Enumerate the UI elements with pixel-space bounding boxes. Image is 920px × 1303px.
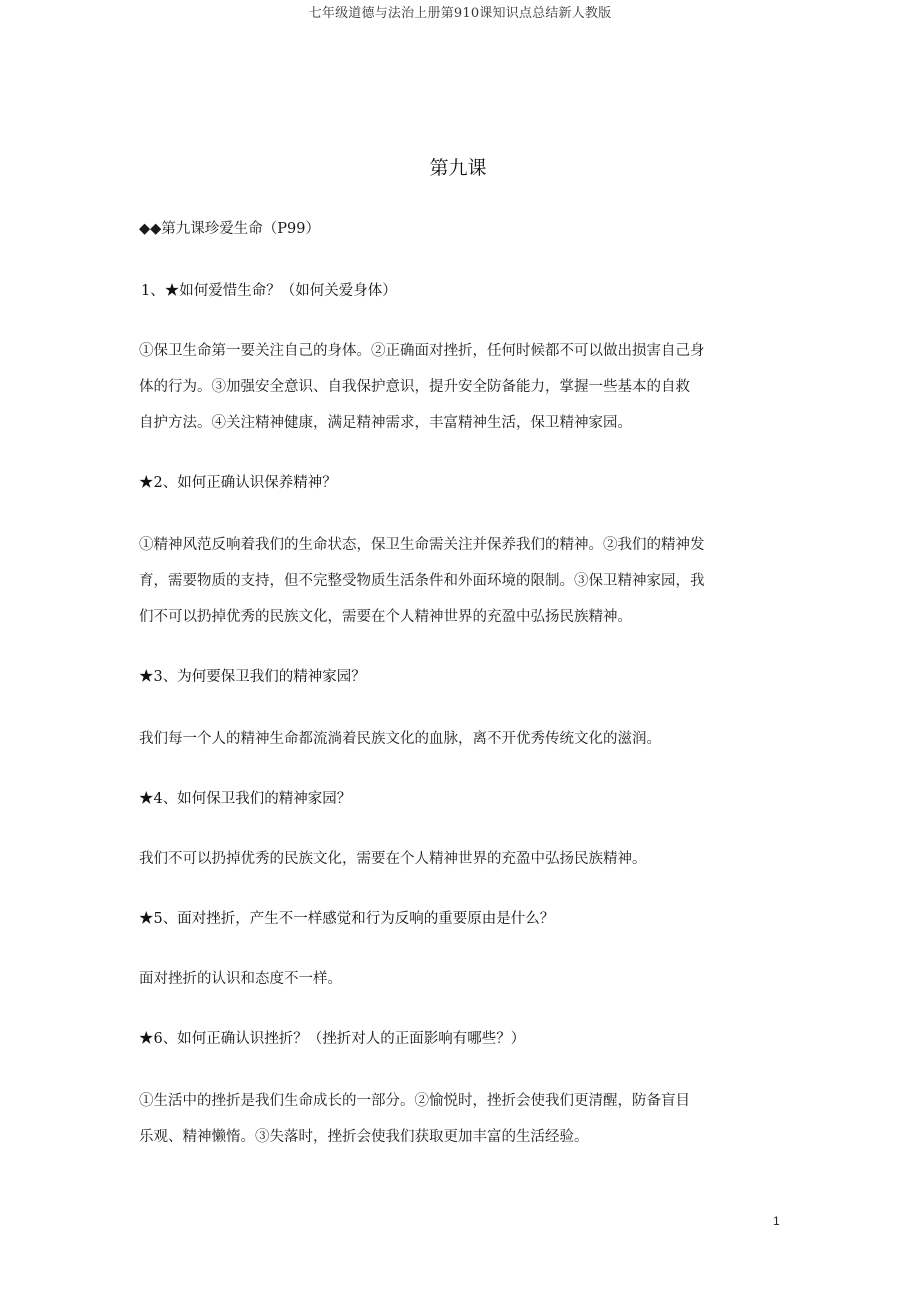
- question-5: ★5、面对挫折，产生不一样感觉和行为反响的重要原由是什么？: [139, 911, 555, 927]
- answer-6-line-2: 乐观、精神懒惰。③失落时，挫折会使我们获取更加丰富的生活经验。: [139, 1129, 589, 1145]
- answer-3-line-1: 我们每一个人的精神生命都流淌着民族文化的血脉，离不开优秀传统文化的滋润。: [139, 731, 661, 747]
- question-2: ★2、如何正确认识保养精神？: [139, 475, 337, 491]
- answer-2-line-3: 们不可以扔掉优秀的民族文化，需要在个人精神世界的充盈中弘扬民族精神。: [139, 609, 632, 625]
- document-header: 七年级道德与法治上册第910课知识点总结新人教版: [308, 6, 612, 21]
- page-title: 第九课: [429, 157, 487, 179]
- answer-2-line-2: 育，需要物质的支持，但不完整受物质生活条件和外面环境的限制。③保卫精神家园，我: [139, 573, 705, 589]
- answer-1-line-1: ①保卫生命第一要关注自己的身体。②正确面对挫折，任何时候都不可以做出损害自己身: [139, 343, 705, 359]
- answer-5-line-1: 面对挫折的认识和态度不一样。: [139, 971, 342, 987]
- question-4: ★4、如何保卫我们的精神家园？: [139, 791, 352, 807]
- question-6: ★6、如何正确认识挫折？（挫折对人的正面影响有哪些？）: [139, 1031, 526, 1047]
- answer-1-line-2: 体的行为。③加强安全意识、自我保护意识，提升安全防备能力，掌握一些基本的自救: [139, 379, 690, 395]
- answer-2-line-1: ①精神风范反响着我们的生命状态，保卫生命需关注并保养我们的精神。②我们的精神发: [139, 537, 705, 553]
- answer-4-line-1: 我们不可以扔掉优秀的民族文化，需要在个人精神世界的充盈中弘扬民族精神。: [139, 851, 647, 867]
- page-number: 1: [773, 1214, 780, 1228]
- question-1: 1、★如何爱惜生命？（如何关爱身体）: [141, 283, 397, 299]
- question-3: ★3、为何要保卫我们的精神家园？: [139, 669, 366, 685]
- answer-1-line-3: 自护方法。④关注精神健康，满足精神需求，丰富精神生活，保卫精神家园。: [139, 415, 632, 431]
- answer-6-line-1: ①生活中的挫折是我们生命成长的一部分。②愉悦时，挫折会使我们更清醒，防备盲目: [139, 1093, 690, 1109]
- section-heading: ◆◆第九课珍爱生命（P99）: [139, 221, 321, 237]
